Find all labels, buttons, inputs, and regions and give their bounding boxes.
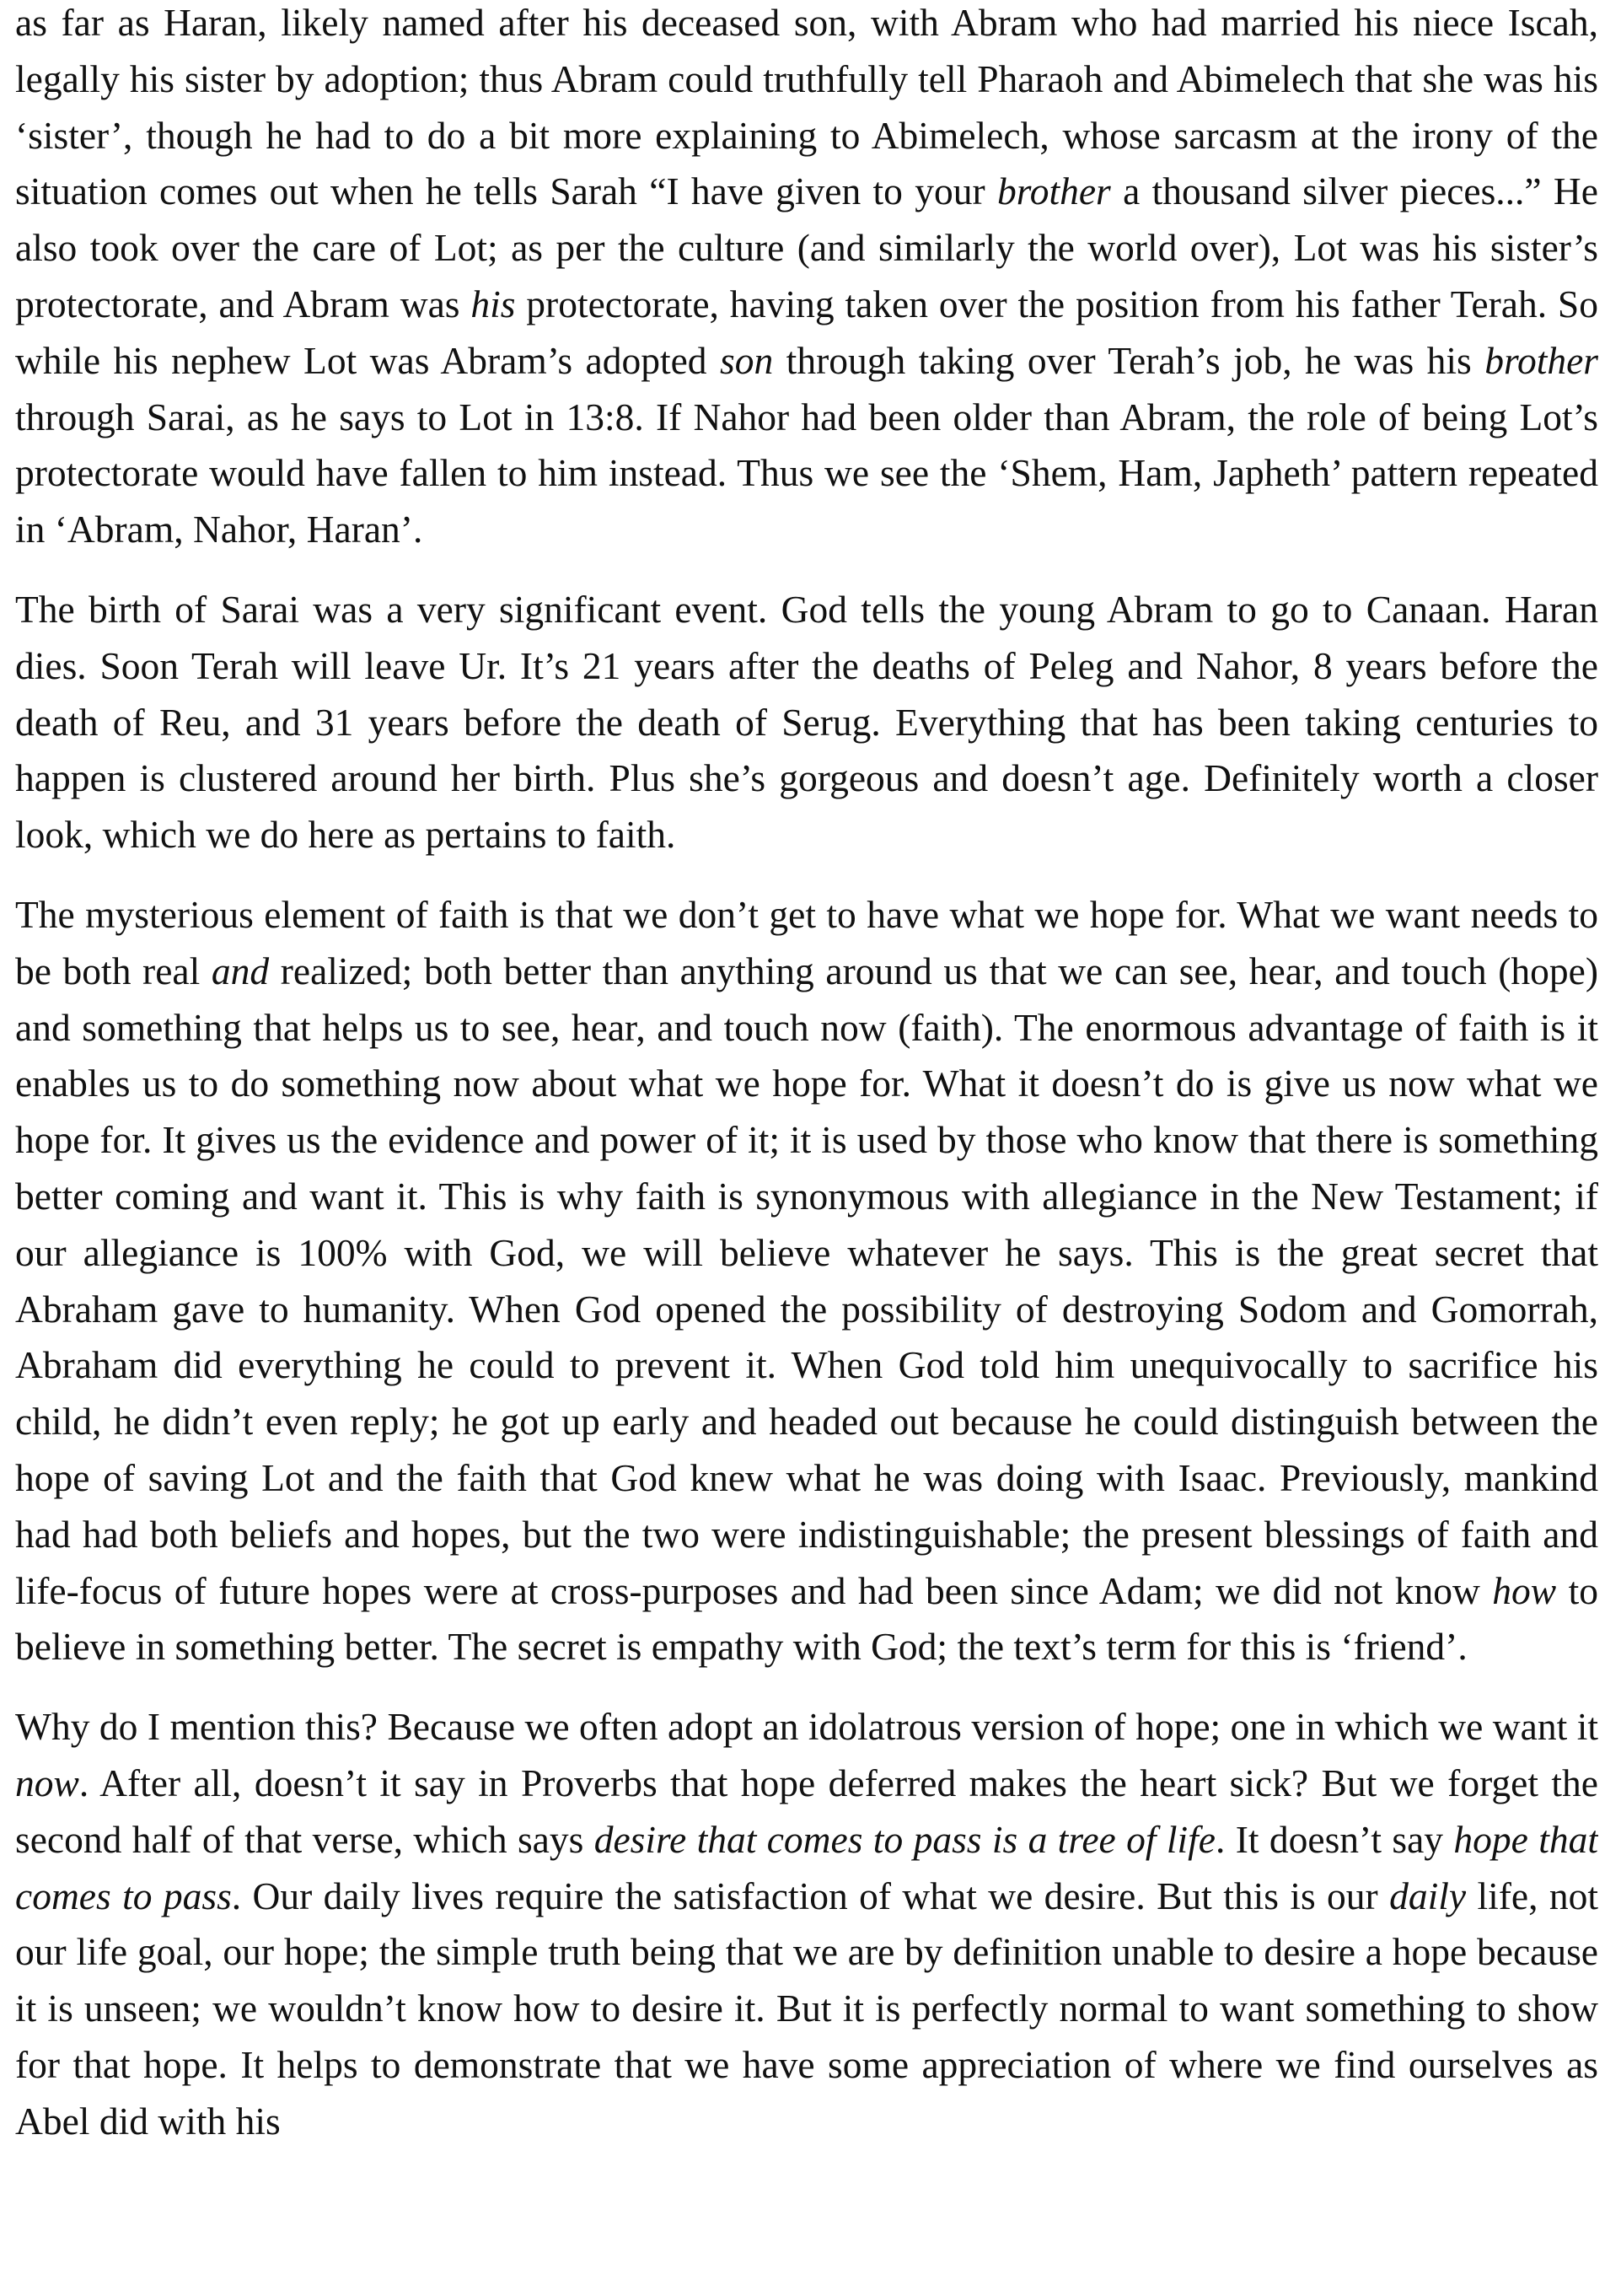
text-run: to believe in something better. The secret is empathy with God; the text’s term for this is ‘friend’. bbox=[15, 1568, 1598, 1669]
text-run: . Our daily lives require the satisfaction of what we desire. But this is our bbox=[231, 1874, 1390, 1917]
italic-run: son bbox=[720, 338, 774, 382]
italic-run: and bbox=[211, 949, 270, 992]
italic-run: now bbox=[15, 1761, 79, 1804]
text-run: life, not our life goal, our hope; the simple truth being that we are by definition unable to desire a hope because it is unseen; we wouldn’t know how to desire it. But it is perfectly normal to want something to show for that hope. It helps to demonstrate that we have some appreciation of where we find ourselves as Abel did with his bbox=[15, 1874, 1598, 2143]
text-run: . It doesn’t say bbox=[1215, 1817, 1454, 1861]
paragraph-3 bbox=[15, 887, 1598, 1675]
italic-run: his bbox=[470, 282, 516, 325]
italic-run: brother bbox=[1484, 338, 1598, 382]
italic-run: brother bbox=[996, 169, 1111, 213]
paragraph-4 bbox=[15, 1699, 1598, 2149]
text-run: a thousand silver pieces...” He also took over the care of Lot; as per the culture (and similarly the world over), Lot was his sister’s protectorate, and Abram was bbox=[15, 169, 1598, 325]
text-run: protectorate, having taken over the position from his father Terah. So while his nephew Lot was Abram’s adopted bbox=[15, 282, 1598, 382]
italic-run: hope that comes to pass bbox=[15, 1817, 1598, 1917]
document-page bbox=[15, 0, 1598, 2296]
text-run: through Sarai, as he says to Lot in 13:8. If Nahor had been older than Abram, the role of being Lot’s protectorate would have fallen to him instead. Thus we see the ‘Shem, Ham, Japheth’ pattern repeated in ‘Abram, Nahor, Haran’. bbox=[15, 395, 1598, 551]
text-run: The mysterious element of faith is that we don’t get to have what we hope for. What we want needs to be both real bbox=[15, 892, 1598, 992]
text-run: . After all, doesn’t it say in Proverbs that hope deferred makes the heart sick? But we forget the second half of that verse, which says bbox=[15, 1761, 1598, 1861]
paragraph-2 bbox=[15, 582, 1598, 863]
text-run: The birth of Sarai was a very significant event. God tells the young Abram to go to Canaan. Haran dies. Soon Terah will leave Ur. It’s 21 years after the deaths of Peleg and Nahor, 8 years before the death of Reu, and 31 years before the death of Serug. Everything that has been taking centuries to happen is clustered around her birth. Plus she’s gorgeous and doesn’t age. Definitely worth a closer look, which we do here as pertains to faith. bbox=[15, 587, 1598, 857]
text-run: realized; both better than anything around us that we can see, hear, and touch (hope) and something that helps us to see, hear, and touch now (faith). The enormous advantage of faith is it enables us to do something now about what we hope for. What it doesn’t do is give us now what we hope for. It gives us the evidence and power of it; it is used by those who know that there is something better coming and want it. This is why faith is synonymous with allegiance in the New Testament; if our allegiance is 100% with God, we will believe whatever he says. This is the great secret that Abraham gave to humanity. When God opened the possibility of destroying Sodom and Gomorrah, Abraham did everything he could to prevent it. When God told him unequivocally to sacrifice his child, he didn’t even reply; he got up early and headed out because he could distinguish between the hope of saving Lot and the faith that God knew what he was doing with Isaac. Previously, mankind had had both beliefs and hopes, but the two were indistinguishable; the present blessings of faith and life-focus of future hopes were at cross-purposes and had been since Adam; we did not know bbox=[15, 949, 1598, 1612]
text-run: Why do I mention this? Because we often adopt an idolatrous version of hope; one in which we want it bbox=[15, 1705, 1598, 1749]
italic-run: how bbox=[1492, 1568, 1557, 1612]
text-run: through taking over Terah’s job, he was his bbox=[773, 338, 1485, 382]
italic-run: desire that comes to pass is a tree of life bbox=[593, 1817, 1216, 1861]
paragraph-1 bbox=[15, 0, 1598, 558]
italic-run: daily bbox=[1389, 1874, 1467, 1917]
text-run: as far as Haran, likely named after his deceased son, with Abram who had married his niece Iscah, legally his sister by adoption; thus Abram could truthfully tell Pharaoh and Abimelech that she was his ‘sister’, though he had to do a bit more explaining to Abimelech, whose sarcasm at the irony of the situation comes out when he tells Sarah “I have given to your bbox=[15, 1, 1598, 213]
